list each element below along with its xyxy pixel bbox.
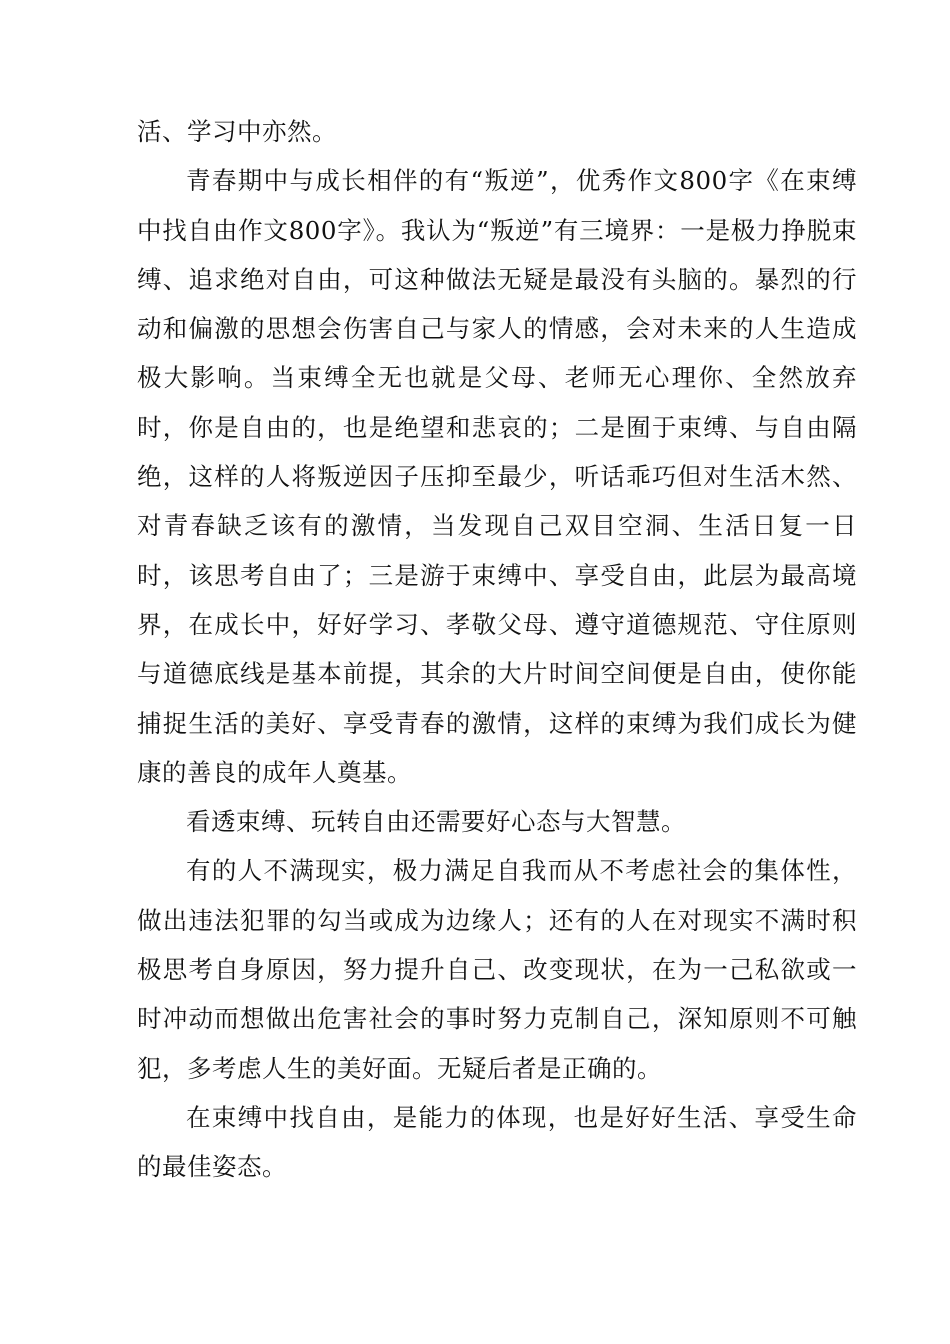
paragraph-dissatisfaction: 有的人不满现实，极力满足自我而从不考虑社会的集体性，做出违法犯罪的勾当或成为边缘人；还有的人在对现实不满时积极思考自身原因，努力提升自己、改变现状，在为一己私欲或一时冲动而想做出危害社会的事时努力克制自己，深知原则不可触犯，多考虑人生的美好面。无疑后者是正确的。 xyxy=(137,856,857,1083)
document-body xyxy=(137,107,857,1192)
paragraph-continuation: 活、学习中亦然。 xyxy=(137,117,337,146)
paragraph-rebellion-three-realms: 青春期中与成长相伴的有“叛逆”，优秀作文800字《在束缚中找自由作文800字》。我认为“叛逆”有三境界：一是极力挣脱束缚、追求绝对自由，可这种做法无疑是最没有头脑的。暴烈的行动和偏激的思想会伤害自己与家人的情感，会对未来的人生造成极大影响。当束缚全无也就是父母、老师无心理你、全然放弃时，你是自由的，也是绝望和悲哀的；二是囿于束缚、与自由隔绝，这样的人将叛逆因子压抑至最少，听话乖巧但对生活木然、对青春缺乏该有的激情，当发现自己双目空洞、生活日复一日时，该思考自由了；三是游于束缚中、享受自由，此层为最高境界，在成长中，好好学习、孝敬父母、遵守道德规范、守住原则与道德底线是基本前提，其余的大片时间空间便是自由，使你能捕捉生活的美好、享受青春的激情，这样的束缚为我们成长为健康的善良的成年人奠基。 xyxy=(137,166,857,787)
paragraph-conclusion: 在束缚中找自由，是能力的体现，也是好好生活、享受生命的最佳姿态。 xyxy=(137,1102,857,1182)
paragraph-mindset-wisdom: 看透束缚、玩转自由还需要好心态与大智慧。 xyxy=(186,807,686,837)
